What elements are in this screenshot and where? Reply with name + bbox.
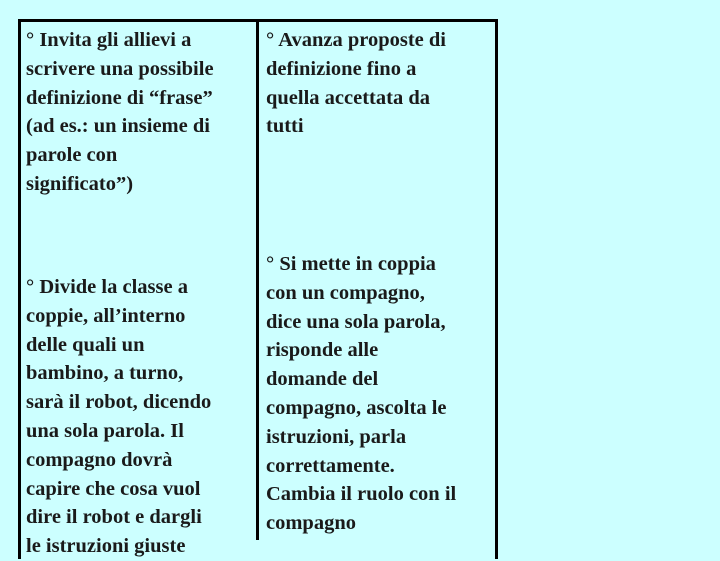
student-step-1-text: ° Avanza proposte di definizione fino a quella accettata da tutti — [266, 29, 447, 138]
student-step-2-text: ° Si mette in coppia con un compagno, dice una sola parola, risponde alle domande del compagno, ascolta le istruzioni, parla correttamente. Cambia il ruolo con il compagno — [266, 253, 457, 535]
column-divider — [256, 19, 259, 540]
teacher-step-1-text: ° Invita gli allievi a scrivere una possibile definizione di “frase” (ad es.: un insieme di parole con significato”) — [26, 29, 214, 195]
teacher-step-2-text: ° Divide la classe a coppie, all’interno delle quali un bambino, a turno, sarà il robot, dicendo una sola parola. Il compagno dovrà capire che cosa vuol dire il robot e dargli le istruzioni giuste — [26, 276, 212, 558]
